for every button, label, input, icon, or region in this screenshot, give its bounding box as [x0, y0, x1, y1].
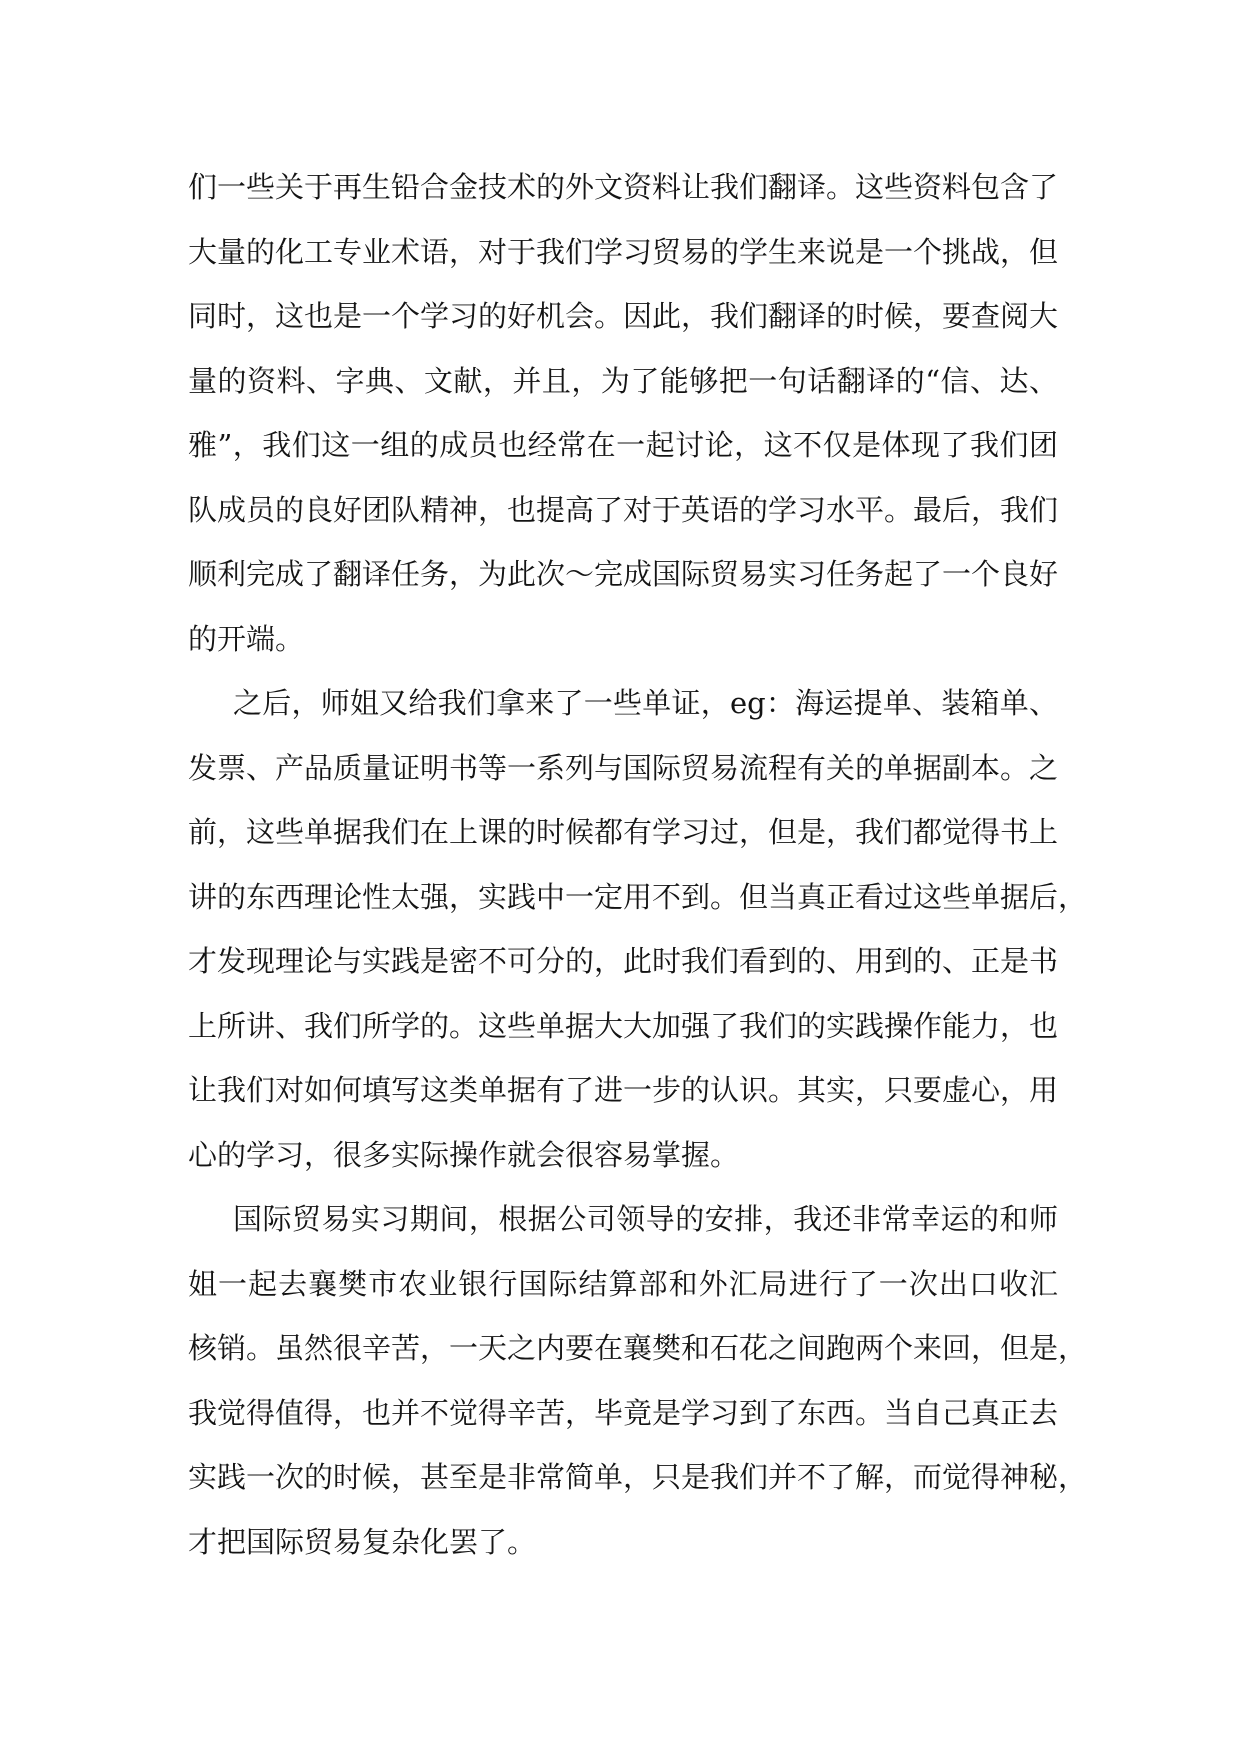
document-body: [188, 155, 1088, 1574]
paragraph-line: 的开端。: [188, 621, 305, 656]
paragraph-line: 姐一起去襄樊市农业银行国际结算部和外汇局进行了一次出口收汇: [188, 1266, 1058, 1301]
paragraph-line: 国际贸易实习期间，根据公司领导的安排，我还非常幸运的和师: [233, 1202, 1058, 1236]
paragraph-line: 发票、产品质量证明书等一系列与国际贸易流程有关的单据副本。之: [188, 750, 1059, 785]
paragraph-line: 同时，这也是一个学习的好机会。因此，我们翻译的时候，要查阅大: [188, 299, 1059, 333]
paragraph-line: 核销。虽然很辛苦，一天之内要在襄樊和石花之间跑两个来回，但是，: [188, 1331, 1088, 1365]
paragraph-line: 之后，师姐又给我们拿来了一些单证，eg：海运提单、装箱单、: [233, 686, 1058, 720]
paragraph-line: 队成员的良好团队精神，也提高了对于英语的学习水平。最后，我们: [188, 492, 1059, 527]
paragraph-2: [188, 671, 1088, 1187]
paragraph-line: 才发现理论与实践是密不可分的，此时我们看到的、用到的、正是书: [188, 944, 1059, 978]
paragraph-line: 才把国际贸易复杂化罢了。: [188, 1524, 537, 1559]
paragraph-line: 上所讲、我们所学的。这些单据大大加强了我们的实践操作能力，也: [188, 1008, 1059, 1043]
paragraph-line: 们一些关于再生铅合金技术的外文资料让我们翻译。这些资料包含了: [188, 170, 1059, 204]
paragraph-line: 大量的化工专业术语，对于我们学习贸易的学生来说是一个挑战，但: [188, 234, 1059, 269]
paragraph-line: 实践一次的时候，甚至是非常简单，只是我们并不了解，而觉得神秘，: [188, 1460, 1088, 1494]
paragraph-line: 顺利完成了翻译任务，为此次～完成国际贸易实习任务起了一个良好: [188, 557, 1059, 591]
paragraph-line: 让我们对如何填写这类单据有了进一步的认识。其实，只要虚心，用: [188, 1073, 1059, 1107]
paragraph-3: [188, 1187, 1088, 1574]
paragraph-line: 量的资料、字典、文献，并且，为了能够把一句话翻译的“信、达、: [188, 363, 1058, 398]
paragraph-line: 前，这些单据我们在上课的时候都有学习过，但是，我们都觉得书上: [188, 815, 1059, 849]
paragraph-line: 心的学习，很多实际操作就会很容易掌握。: [188, 1137, 740, 1172]
paragraph-1: [188, 155, 1058, 671]
paragraph-line: 讲的东西理论性太强，实践中一定用不到。但当真正看过这些单据后，: [188, 879, 1088, 914]
paragraph-line: 雅”，我们这一组的成员也经常在一起讨论，这不仅是体现了我们团: [188, 428, 1058, 462]
paragraph-line: 我觉得值得，也并不觉得辛苦，毕竟是学习到了东西。当自己真正去: [188, 1395, 1059, 1430]
